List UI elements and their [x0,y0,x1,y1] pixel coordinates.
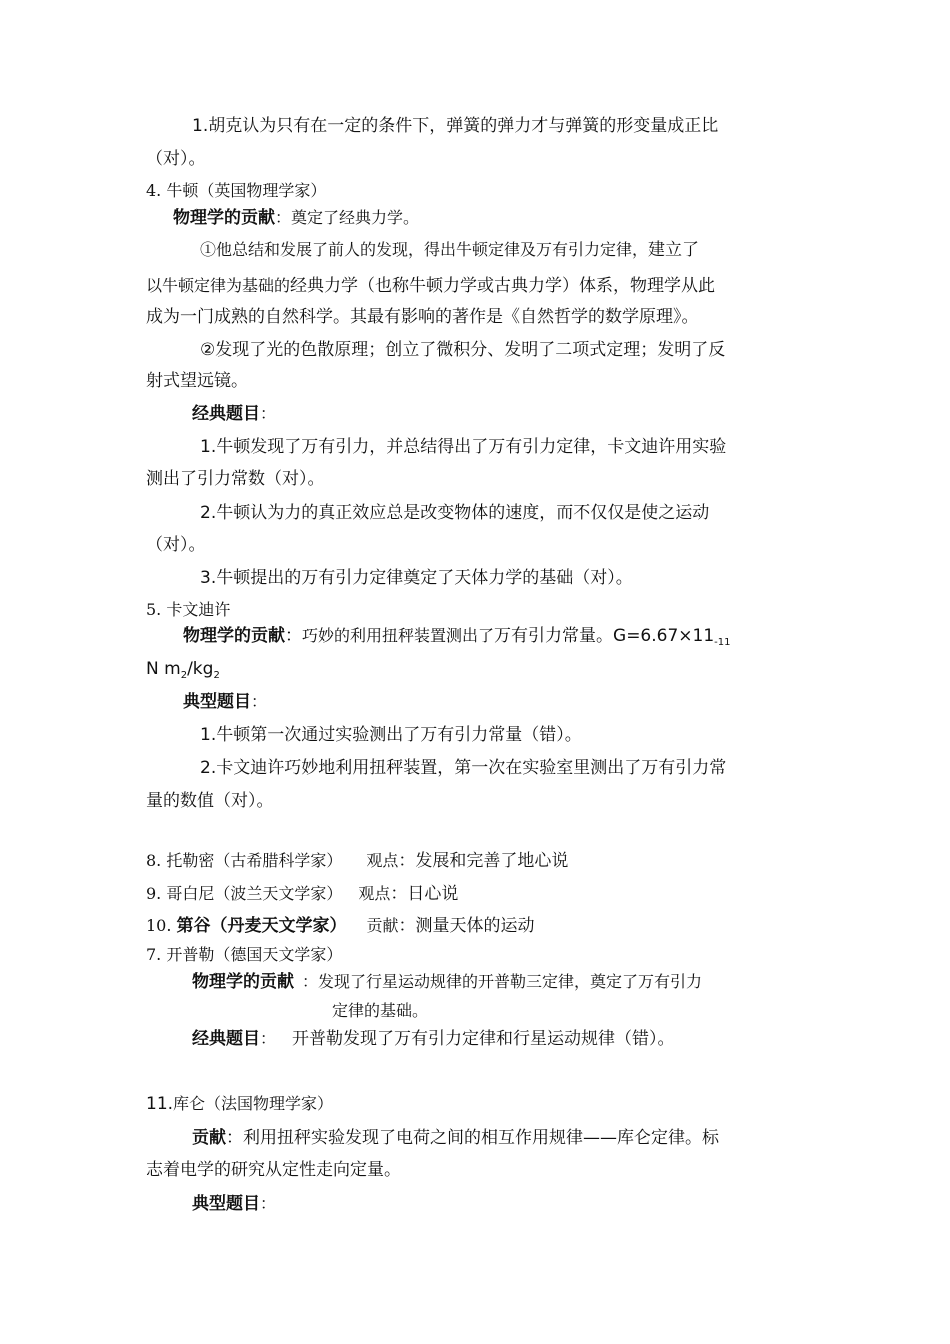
coulomb-questions-label: 典型题目 [192,1194,260,1214]
unit-kg: /kg [187,659,214,679]
hooke-question-1-answer [146,151,206,168]
coulomb-questions-colon: ： [260,1194,277,1213]
copernicus-value: ：日心说 [390,884,459,904]
coulomb-contribution-text-2: 志着电学的研究从定性走向定量。 [146,1160,401,1180]
newton-paragraph-1-line-3 [146,309,699,326]
coulomb-contribution-text: ：利用扭秤实验发现了电荷之间的相互作用规律——库仑定律。标 [226,1128,719,1148]
newton-contribution-label: 物理学的贡献 [173,208,275,228]
newton-questions-colon: ： [260,404,277,423]
tycho-name: 第谷（丹麦天文学家） [176,916,347,936]
cavendish-contribution-serif: 巧妙的利用扭秤装置测出了 [302,626,495,645]
newton-question-1-line-1 [200,439,726,456]
unit-sub-1: 2 [180,670,188,681]
cavendish-q1-text: 1.牛顿第一次通过实验测出了万有引力常量（错）。 [200,725,582,745]
newton-questions-heading [192,406,276,423]
kepler-contribution-line-2 [332,1003,428,1019]
coulomb-contribution-line-2 [146,1162,401,1179]
tycho-line [146,918,535,935]
coulomb-heading [146,1096,333,1113]
newton-paragraph-1-line-2 [146,278,715,295]
unit-n-m: N m [146,659,181,679]
kepler-heading-text: 7. 开普勒（德国天文学家） [146,945,343,964]
tycho-value: ：测量天体的运动 [398,916,535,936]
cavendish-contribution-label: 物理学的贡献 [183,626,285,646]
kepler-contribution [192,974,702,991]
unit-sub-2: 2 [213,670,220,681]
hooke-question-1 [192,118,718,135]
cavendish-constant-text: 万有引力常量。G=6.67×11 [494,626,715,646]
cavendish-questions-label: 典型题目 [183,692,251,712]
cavendish-question-1 [200,727,582,744]
cavendish-heading [146,602,230,618]
newton-question-2-line-1 [200,505,709,522]
tycho-label: 贡献 [366,916,399,935]
newton-heading [146,183,326,199]
ptolemy-value: ：发展和完善了地心说 [398,851,569,871]
cavendish-unit [146,661,220,681]
newton-question-2-line-2 [146,537,206,554]
newton-p2a-text: ②发现了光的色散原理；创立了微积分、发明了二项式定理；发明了反 [200,340,726,360]
newton-p1-serif: ①他总结和发展了前人的发现，得出牛顿定律及万有引力定律， [200,240,649,259]
coulomb-questions-heading [192,1196,276,1213]
newton-p1c-text: 成为一门成熟的自然科学。其最有影响的著作是《自然哲学的数学原理》。 [146,307,699,327]
newton-paragraph-2-line-1 [200,342,725,359]
cavendish-q2b-text: 量的数值（对）。 [146,791,274,811]
copernicus-line [146,886,458,903]
cavendish-exponent: -11 [714,637,731,648]
cavendish-question-2-line-1 [200,760,726,777]
coulomb-heading-text: 库仑（法国物理学家） [173,1094,334,1113]
newton-p1b-sans: 经典力学（也称牛顿力学或古典力学）体系，物理学从此 [290,276,716,296]
kepler-q1-text: 开普勒发现了万有引力定律和行星运动规律（错）。 [292,1029,675,1049]
kepler-contribution-text-2: 定律的基础。 [332,1001,429,1020]
newton-contribution [173,210,419,227]
kepler-heading [146,947,342,963]
newton-q3-text: 3.牛顿提出的万有引力定律奠定了天体力学的基础（对）。 [200,568,633,588]
newton-q1b-text: 测出了引力常数（对）。 [146,469,325,489]
cavendish-questions-colon: ： [251,692,268,711]
newton-contribution-text: ：奠定了经典力学。 [275,208,420,227]
newton-q2a-text: 2.牛顿认为力的真正效应总是改变物体的速度，而不仅仅是使之运动 [200,503,710,523]
coulomb-number: 11. [146,1094,174,1114]
newton-p2b-text: 射式望远镜。 [146,371,248,391]
copernicus-label: 观点 [358,884,391,903]
kepler-questions-colon: ： [260,1029,277,1048]
cavendish-question-2-line-2 [146,793,274,810]
hooke-question-1-text: 1.胡克认为只有在一定的条件下，弹簧的弹力才与弹簧的形变量成正比 [192,116,719,136]
cavendish-questions-heading [183,694,267,711]
ptolemy-label: 观点 [366,851,399,870]
newton-questions-label: 经典题目 [192,404,260,424]
hooke-answer-text: （对）。 [146,149,206,169]
newton-question-3 [200,570,633,587]
newton-q1a-text: 1.牛顿发现了万有引力，并总结得出了万有引力定律，卡文迪许用实验 [200,437,727,457]
kepler-contribution-text: ：发现了行星运动规律的开普勒三定律，奠定了万有引力 [302,972,703,991]
newton-paragraph-1-line-1 [200,242,699,259]
coulomb-contribution [192,1130,719,1147]
newton-p1-sans: 建立了 [648,240,700,260]
kepler-question [192,1031,675,1048]
newton-heading-text: 4. 牛顿（英国物理学家） [146,181,327,200]
newton-paragraph-2-line-2 [146,373,248,390]
kepler-questions-label: 经典题目 [192,1029,260,1049]
copernicus-name: 9. 哥白尼（波兰天文学家） [146,884,343,903]
tycho-number: 10. [146,916,177,935]
coulomb-contribution-label: 贡献 [192,1128,226,1148]
newton-p1b-serif: 以牛顿定律为基础的 [146,276,291,295]
kepler-contribution-label: 物理学的贡献 [192,972,294,992]
cavendish-heading-text: 5. 卡文迪许 [146,600,231,619]
cavendish-contribution [183,628,731,648]
cavendish-contribution-colon: ： [285,626,302,646]
ptolemy-line [146,853,568,870]
cavendish-q2a-text: 2.卡文迪许巧妙地利用扭秤装置，第一次在实验室里测出了万有引力常 [200,758,727,778]
newton-question-1-line-2 [146,471,325,488]
ptolemy-name: 8. 托勒密（古希腊科学家） [146,851,343,870]
newton-q2b-text: （对）。 [146,535,206,555]
